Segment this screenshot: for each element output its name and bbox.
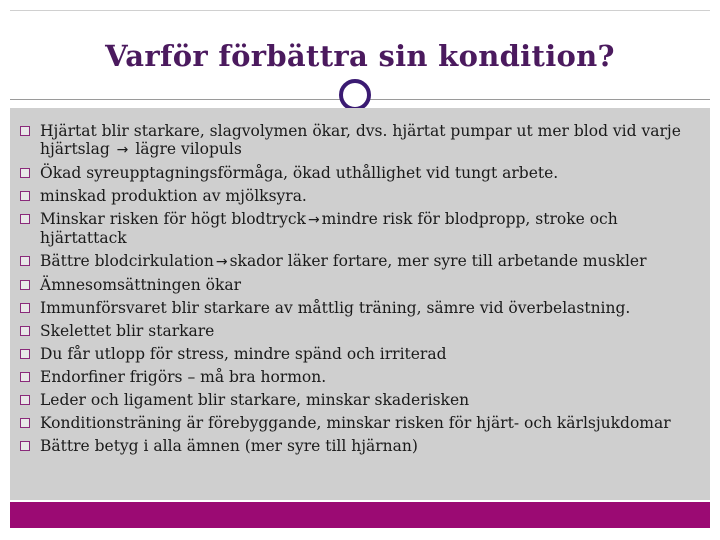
bullet-text: Ämnesomsättningen ökar xyxy=(40,276,241,294)
bullet-item xyxy=(16,391,696,409)
arrow-right-icon: → xyxy=(307,212,320,228)
bullet-item xyxy=(16,368,696,386)
bullet-item xyxy=(16,210,696,247)
square-bullet-icon xyxy=(20,280,30,290)
square-bullet-icon xyxy=(20,168,30,178)
bullet-text: skador läker fortare, mer syre till arbetande muskler xyxy=(229,252,647,270)
bullet-item xyxy=(16,122,696,159)
bullet-item xyxy=(16,164,696,182)
bullet-text: Du får utlopp för stress, mindre spänd och irriterad xyxy=(40,345,447,363)
circle-ornament-icon xyxy=(339,79,371,111)
bullet-text: Bättre betyg i alla ämnen (mer syre till hjärnan) xyxy=(40,437,418,455)
arrow-right-icon: → xyxy=(116,142,129,158)
square-bullet-icon xyxy=(20,395,30,405)
arrow-right-icon: → xyxy=(215,254,228,270)
bullet-text: lägre vilopuls xyxy=(130,140,242,158)
square-bullet-icon xyxy=(20,418,30,428)
bullet-text: Bättre blodcirkulation xyxy=(40,252,214,270)
bullet-item xyxy=(16,187,696,205)
square-bullet-icon xyxy=(20,441,30,451)
bullet-item xyxy=(16,299,696,317)
bullet-text: Konditionsträning är förebyggande, minskar risken för hjärt- och kärlsjukdomar xyxy=(40,414,671,432)
bullet-text: Endorfiner frigörs – må bra hormon. xyxy=(40,368,327,386)
bullet-item xyxy=(16,437,696,455)
square-bullet-icon xyxy=(20,349,30,359)
bullet-text: minskad produktion av mjölksyra. xyxy=(40,187,307,205)
bullet-text: Skelettet blir starkare xyxy=(40,322,215,340)
square-bullet-icon xyxy=(20,256,30,266)
bottom-accent-bar xyxy=(10,502,710,528)
bullet-text: Leder och ligament blir starkare, minskar skaderisken xyxy=(40,391,470,409)
bullet-item xyxy=(16,252,696,271)
bullet-text: mindre risk för blodpropp, stroke och hjärtattack xyxy=(40,210,618,247)
square-bullet-icon xyxy=(20,303,30,313)
bullet-text: Immunförsvaret blir starkare av måttlig träning, sämre vid överbelastning. xyxy=(40,299,631,317)
bullet-item xyxy=(16,276,696,294)
square-bullet-icon xyxy=(20,126,30,136)
bullet-list xyxy=(16,122,696,460)
square-bullet-icon xyxy=(20,191,30,201)
bullet-item xyxy=(16,414,696,432)
bullet-text: Ökad syreupptagningsförmåga, ökad uthållighet vid tungt arbete. xyxy=(40,164,559,182)
bullet-text: Hjärtat blir starkare, slagvolymen ökar, dvs. hjärtat pumpar ut mer blod vid varje hjärtslag xyxy=(40,122,681,158)
bullet-text: Minskar risken för högt blodtryck xyxy=(40,210,306,228)
square-bullet-icon xyxy=(20,326,30,336)
bullet-item xyxy=(16,345,696,363)
bullet-item xyxy=(16,322,696,340)
square-bullet-icon xyxy=(20,214,30,224)
square-bullet-icon xyxy=(20,372,30,382)
slide-title: Varför förbättra sin kondition? xyxy=(105,39,615,73)
